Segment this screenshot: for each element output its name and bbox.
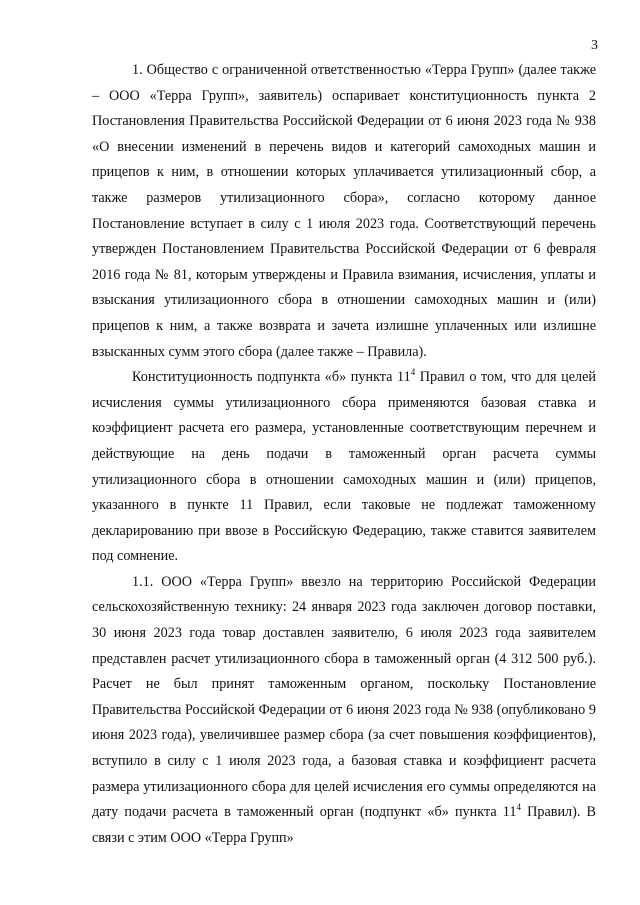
paragraph-text: 1.1. ООО «Терра Групп» ввезло на территорию Российской Федерации сельскохозяйственную технику: 24 января 2023 года заключен договор поставки, 30 июня 2023 года товар доставлен заявителю, 6 июля 2023 года заявителем представлен расчет утилизационного сбора в таможенный орган (4 312 500 руб.). Расчет не был принят таможенным органом, поскольку Постановление Правительства Российской Федерации от 6 июня 2023 года № 938 (опубликовано 9 июня 2023 года), увеличившее размер сбора (за счет повышения коэффициентов), вступило в силу с 1 июля 2023 года, а базовая ставка и коэффициент расчета размера утилизационного сбора для целей исчисления его суммы определяются на дату подачи расчета в таможенный орган (подпункт «б» пункта 11 <box>92 573 596 821</box>
document-body <box>92 58 596 851</box>
paragraph-1 <box>92 58 596 365</box>
paragraph-text: 1. Общество с ограниченной ответственностью «Терра Групп» (далее также – ООО «Терра Групп», заявитель) оспаривает конституционность пункта 2 Постановления Правительства Российской Федерации от 6 июня 2023 года № 938 «О внесении изменений в перечень видов и категорий самоходных машин и прицепов к ним, в отношении которых уплачивается утилизационный сбор, а также размеров утилизационного сбора», согласно которому данное Постановление вступает в силу с 1 июля 2023 года. Соответствующий перечень утвержден Постановлением Правительства Российской Федерации от 6 февраля 2016 года № 81, которым утверждены и Правила взимания, исчисления, уплаты и взыскания утилизационного сбора в отношении самоходных машин и (или) прицепов к ним, а также возврата и зачета излишне уплаченных или излишне взысканных сумм этого сбора (далее также – Правила). <box>92 62 596 360</box>
paragraph-text: Конституционность подпункта «б» пункта 11 <box>132 369 411 386</box>
superscript-index: 4 <box>516 802 521 813</box>
superscript-index: 4 <box>410 367 416 378</box>
paragraph-2 <box>92 365 596 570</box>
paragraph-text: Правил). В связи с этим ООО «Терра Групп» <box>92 804 597 846</box>
paragraph-text: Правил о том, что для целей исчисления суммы утилизационного сбора применяются базовая ставка и коэффициент расчета его размера, установленные соответствующим перечнем и действующие на день подачи в таможенный орган расчета суммы утилизационного сбора в отношении самоходных машин и (или) прицепов, указанного в пункте 11 Правил, если таковые не подлежат таможенному декларированию при ввозе в Российскую Федерацию, также ставится заявителем под сомнение. <box>92 369 597 565</box>
paragraph-3 <box>92 570 596 852</box>
page-number: 3 <box>591 38 598 53</box>
